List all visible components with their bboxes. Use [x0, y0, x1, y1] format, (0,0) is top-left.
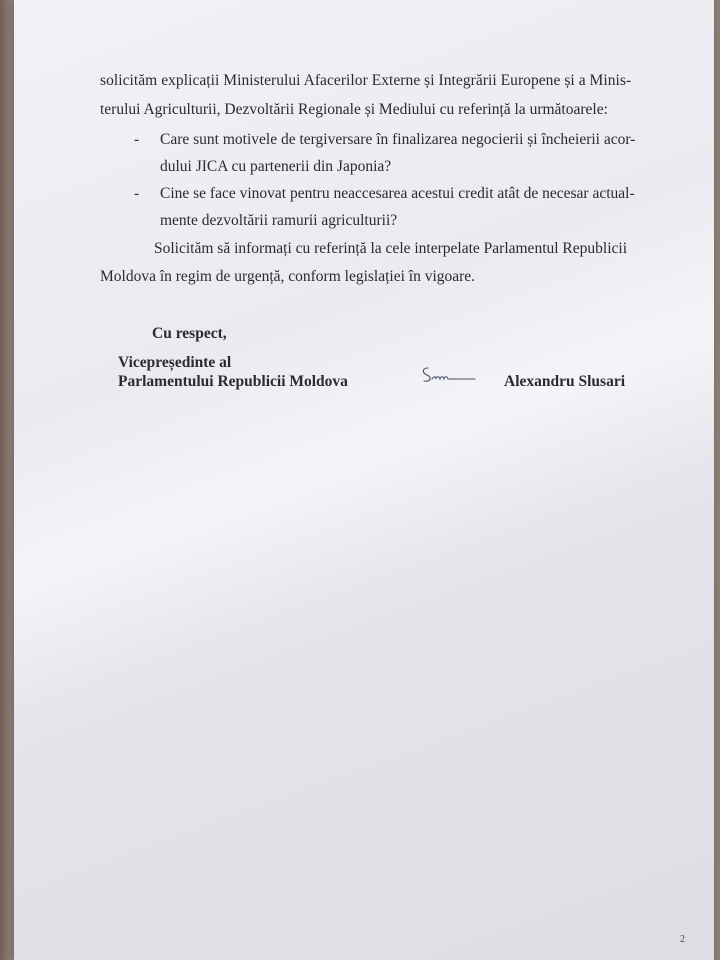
document-page: [14, 0, 714, 960]
bullet-2-line-1: Cine se face vinovat pentru neaccesarea acestui credit atât de necesar actual-: [160, 185, 635, 202]
signatory-title-line-2: Parlamentului Republicii Moldova: [118, 373, 348, 390]
closing-text: Cu respect,: [152, 325, 227, 342]
page-edge-shadow: [0, 0, 14, 960]
signatory-title-line-1: Vicepreședinte al: [118, 354, 232, 371]
signatory-name: Alexandru Slusari: [504, 373, 626, 390]
body-line-7: Solicităm să informați cu referință la cele interpelate Parlamentul Republicii: [154, 240, 627, 257]
body-line-8: Moldova în regim de urgență, conform legislației în vigoare.: [100, 268, 476, 285]
bullet-dash-2: -: [134, 185, 140, 202]
page-number: 2: [680, 934, 685, 945]
bullet-2-line-2: mente dezvoltării ramurii agriculturii?: [160, 212, 398, 229]
body-line-2: terului Agriculturii, Dezvoltării Regionale și Mediului cu referință la următoarele:: [100, 101, 608, 118]
bullet-dash-1: -: [134, 131, 140, 148]
bullet-1-line-2: dului JICA cu partenerii din Japonia?: [160, 158, 392, 175]
bullet-1-line-1: Care sunt motivele de tergiversare în finalizarea negocierii și încheierii acor-: [160, 131, 636, 148]
body-line-1: solicităm explicații Ministerului Afacerilor Externe și Integrării Europene și a Minis-: [100, 72, 632, 89]
handwritten-signature: [420, 364, 480, 388]
